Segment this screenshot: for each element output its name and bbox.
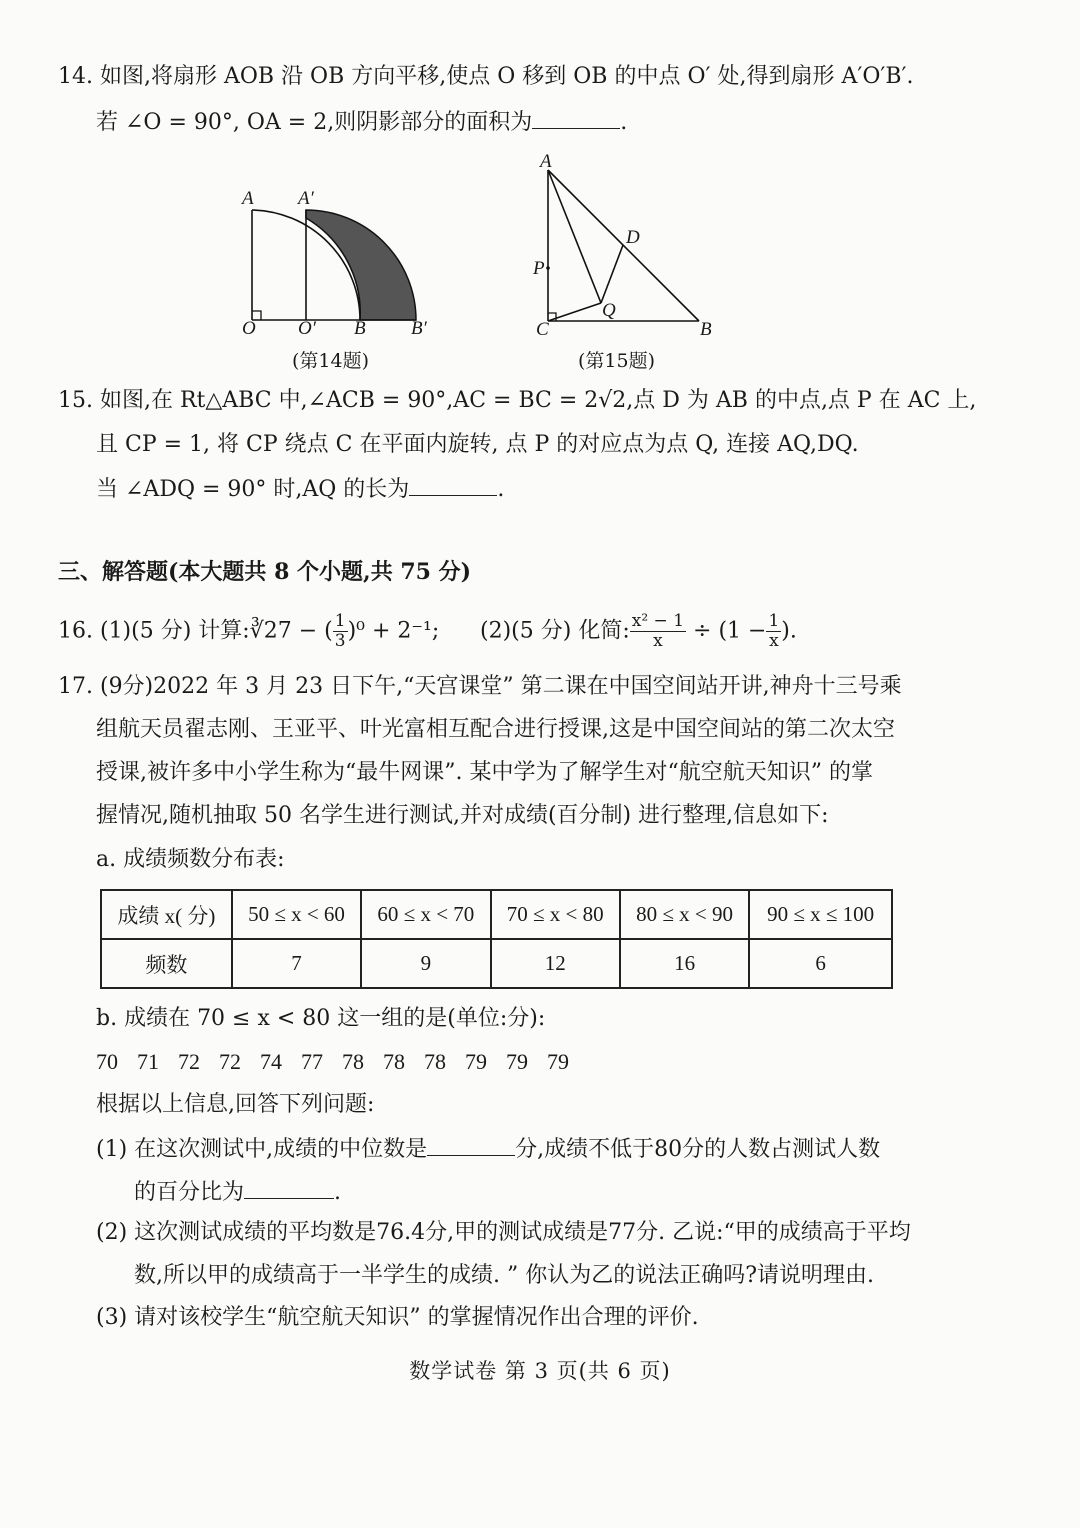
label-B: B [354, 318, 366, 339]
q17-sub1-text-c: 的百分比为 [134, 1180, 245, 1205]
table-cell: 80 ≤ x < 90 [620, 890, 749, 939]
q16-part2-prefix: (2)(5 分) 化简: [480, 618, 630, 644]
fraction-x2-1-over-x [630, 612, 686, 651]
table-cell: 50 ≤ x < 60 [232, 890, 361, 939]
score-value: 79 [506, 1049, 528, 1074]
q16-part1 [58, 612, 439, 651]
score-value: 78 [424, 1049, 446, 1074]
fraction-1-over-x [766, 612, 781, 651]
q14-line2-text: 若 ∠O = 90°, OA = 2,则阴影部分的面积为 [96, 110, 533, 135]
q16-part2-mid: ÷ (1 − [693, 618, 767, 644]
table-cell: 70 ≤ x < 80 [491, 890, 620, 939]
q17-sub3: (3) 请对该校学生“航空航天知识” 的掌握情况作出合理的评价. [96, 1305, 699, 1330]
frac-den: x [653, 631, 663, 651]
shaded-region [306, 210, 416, 320]
q14-line2 [96, 106, 627, 138]
score-value: 79 [547, 1049, 569, 1074]
answer-blank [244, 1176, 334, 1199]
q17-a-label: a. 成绩频数分布表: [96, 847, 285, 872]
frequency-table [100, 889, 893, 989]
table-cell: 9 [361, 939, 490, 988]
score-value: 72 [219, 1049, 241, 1074]
q15-line3-end: . [497, 477, 505, 502]
table-row [101, 939, 892, 988]
label-O: O [242, 318, 256, 339]
label-B-prime: B′ [411, 318, 427, 339]
label-A-prime: A′ [298, 188, 314, 209]
table-cell: 7 [232, 939, 361, 988]
q17-line2: 组航天员翟志刚、王亚平、叶光富相互配合进行授课,这是中国空间站的第二次太空 [96, 717, 895, 742]
q16-part2 [480, 612, 797, 651]
score-value: 78 [342, 1049, 364, 1074]
table-cell: 频数 [101, 939, 232, 988]
q16-expr-b: )⁰ + 2⁻¹; [347, 618, 440, 644]
q17-b-values [96, 1047, 569, 1077]
label-A: A [540, 151, 552, 172]
label-D: D [626, 227, 640, 248]
q14-line1: 14. 如图,将扇形 AOB 沿 OB 方向平移,使点 O 移到 OB 的中点 O′ 处,得到扇形 A′O′B′. [58, 64, 914, 89]
table-cell: 16 [620, 939, 749, 988]
answer-blank [532, 106, 620, 129]
score-value: 72 [178, 1049, 200, 1074]
table-header-row [101, 890, 892, 939]
table-cell: 6 [749, 939, 892, 988]
table-cell: 60 ≤ x < 70 [361, 890, 490, 939]
segment-DQ [601, 245, 623, 303]
page-footer: 数学试卷 第 3 页(共 6 页) [409, 1359, 671, 1383]
q17-sub1 [96, 1133, 880, 1165]
fraction-one-third [333, 612, 348, 651]
q17-sub2-line2: 数,所以甲的成绩高于一半学生的成绩. ” 你认为乙的说法正确吗?请说明理由. [134, 1263, 875, 1288]
q15-line1: 15. 如图,在 Rt△ABC 中,∠ACB = 90°,AC = BC = 2√2,点 D 为 AB 的中点,点 P 在 AC 上, [58, 388, 977, 413]
figure-15 [528, 150, 728, 340]
answer-blank [427, 1133, 515, 1156]
frac-den: x [769, 631, 779, 651]
q16-part2-end: ). [781, 618, 797, 644]
label-P: P [533, 258, 545, 279]
segment-AQ [548, 170, 601, 303]
q15-line3 [96, 473, 504, 505]
q17-line3: 授课,被许多中小学生称为“最牛网课”. 某中学为了解学生对“航空航天知识” 的掌 [96, 760, 873, 785]
label-Q: Q [602, 300, 616, 321]
figure-14-caption: (第14题) [292, 350, 370, 372]
q17-b-label: b. 成绩在 70 ≤ x < 80 这一组的是(单位:分): [96, 1006, 546, 1031]
score-value: 77 [301, 1049, 323, 1074]
frac-num: 1 [768, 611, 780, 631]
q16-expr-a: ∛27 − ( [249, 618, 333, 644]
q17-prompt: 根据以上信息,回答下列问题: [96, 1092, 375, 1117]
q17-sub1-text-b: 分,成绩不低于80分的人数占测试人数 [515, 1137, 881, 1162]
score-value: 70 [96, 1049, 118, 1074]
answer-blank [409, 473, 497, 496]
q15-line3-text: 当 ∠ADQ = 90° 时,AQ 的长为 [96, 477, 410, 502]
frac-den: 3 [334, 631, 346, 651]
table-cell: 12 [491, 939, 620, 988]
score-value: 78 [383, 1049, 405, 1074]
point-P [546, 266, 550, 270]
q17-sub2-line1: (2) 这次测试成绩的平均数是76.4分,甲的测试成绩是77分. 乙说:“甲的成绩高于平均 [96, 1220, 911, 1245]
figure-14 [230, 180, 450, 340]
label-O-prime: O′ [298, 318, 316, 339]
score-value: 71 [137, 1049, 159, 1074]
frac-num: x² − 1 [631, 611, 685, 631]
label-A: A [242, 188, 254, 209]
q14-line2-end: . [620, 110, 628, 135]
table-cell: 90 ≤ x ≤ 100 [749, 890, 892, 939]
score-value: 74 [260, 1049, 282, 1074]
q17-sub1-end: . [334, 1180, 342, 1205]
q16-part1-prefix: 16. (1)(5 分) 计算: [58, 618, 250, 644]
q17-line1: 17. (9分)2022 年 3 月 23 日下午,“天宫课堂” 第二课在中国空间站开讲,神舟十三号乘 [58, 674, 902, 699]
q17-sub1-text-a: (1) 在这次测试中,成绩的中位数是 [96, 1137, 428, 1162]
label-B: B [700, 319, 712, 340]
score-value: 79 [465, 1049, 487, 1074]
figure-15-caption: (第15题) [578, 350, 656, 372]
frac-num: 1 [334, 611, 346, 631]
q17-line4: 握情况,随机抽取 50 名学生进行测试,并对成绩(百分制) 进行整理,信息如下: [96, 803, 829, 828]
q15-line2: 且 CP = 1, 将 CP 绕点 C 在平面内旋转, 点 P 的对应点为点 Q, 连接 AQ,DQ. [96, 432, 859, 457]
q17-sub1-cont [134, 1176, 341, 1208]
table-cell: 成绩 x( 分) [101, 890, 232, 939]
section-heading: 三、解答题(本大题共 8 个小题,共 75 分) [58, 559, 472, 585]
label-C: C [536, 319, 549, 340]
